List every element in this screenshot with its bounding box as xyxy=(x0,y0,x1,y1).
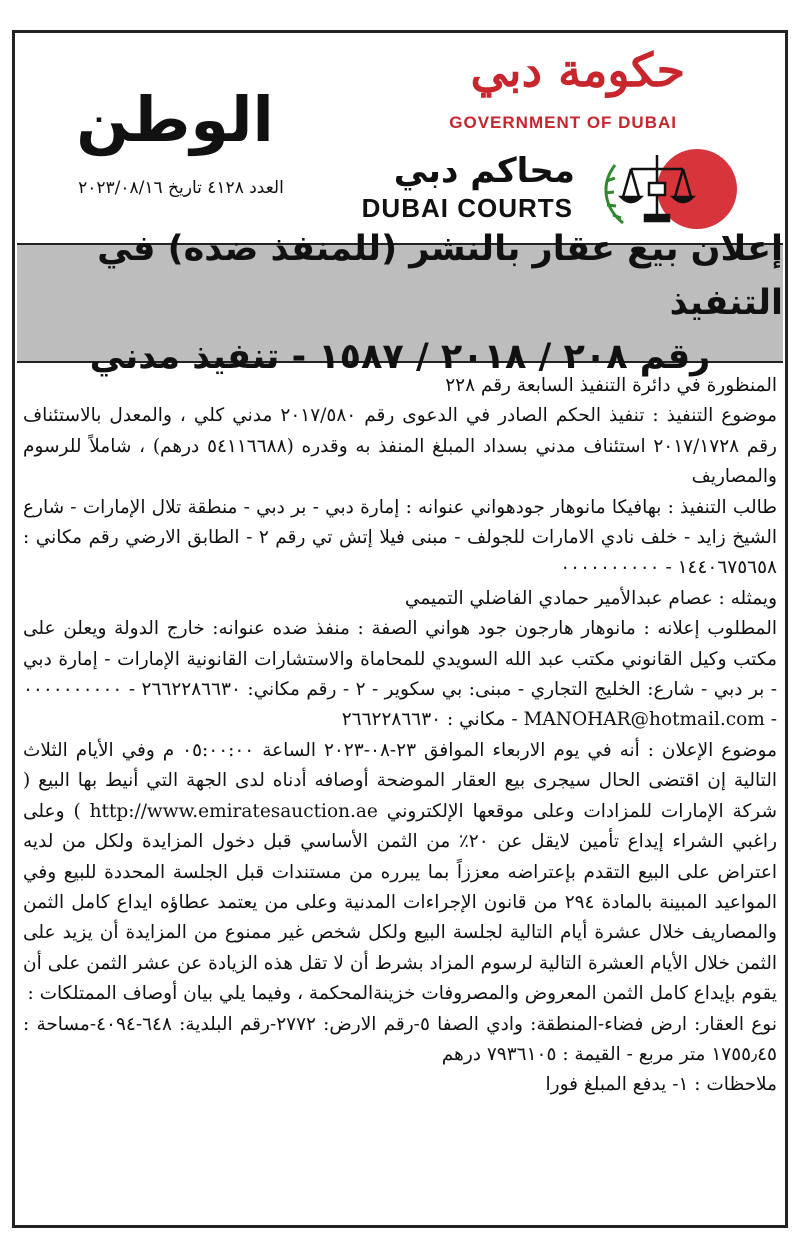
header xyxy=(15,33,785,243)
requester-representative: ويمثله : عصام عبدالأمير حمادي الفاضلي التميمي xyxy=(404,587,777,609)
notified-party: المطلوب إعلانه : مانوهار هارجون جود هواني الصفة : منفذ ضده عنوانه: خارج الدولة ويعلن على مكتب وكيل القانوني مكتب عبد الله السويدي للمحاماة والاستشارات القانونية الإمارات - إمارة دبي - بر دبي - شارع: الخليج التجاري - مبنى: بي سكوير - ٢ - رقم مكاني: ٢٦٦٢٢٨٦٦٣٠ - ٠٠٠٠٠٠٠٠٠٠ - MANOHAR@hotmail.com - مكاني : ٢٦٦٢٢٨٦٦٣٠ xyxy=(23,618,777,731)
notice-title-box xyxy=(17,229,783,377)
execution-requester: طالب التنفيذ : بهافيكا مانوهار جودهواني عنوانه : إمارة دبي - بر دبي - منطقة تلال الإمارات - شارع الشيخ زايد - خلف نادي الامارات للجولف - مبنى فيلا إتش تي رقم ٢ - الطابق الارضي رقم مكاني : ١٤٤٠٦٧٥٦٥٨ - ٠٠٠٠٠٠٠٠٠٠ xyxy=(23,496,778,579)
dubai-courts-scales-icon xyxy=(593,145,745,229)
notice-title-line-1: إعلان بيع عقار بالنشر (للمنفذ ضده) في التنفيذ xyxy=(97,229,783,323)
government-of-dubai-logo-english: GOVERNMENT OF DUBAI xyxy=(449,113,677,132)
notice-page xyxy=(12,30,788,1228)
execution-subject: موضوع التنفيذ : تنفيذ الحكم الصادر في الدعوى رقم ٢٠١٧/٥٨٠ مدني كلي ، والمعدل بالاستئناف رقم ٢٠١٧/١٧٢٨ استئناف مدني بسداد المبلغ المنفذ به وقدره (٥٤١١٦٦٨٨ درهم) ، شاملاً للرسوم والمصاريف xyxy=(23,405,777,488)
newspaper-name: الوطن xyxy=(76,83,274,156)
dubai-courts-name-english: DUBAI COURTS xyxy=(361,193,573,223)
notice-title-line-2: رقم ٢٠٨ / ٢٠١٨ / ١٥٨٧ - تنفيذ مدني xyxy=(89,337,711,377)
dubai-courts-name-arabic: محاكم دبي xyxy=(393,151,575,191)
notice-subject: موضوع الإعلان : أنه في يوم الاربعاء الموافق ٢٣-٠٨-٢٠٢٣ الساعة ٠٥:٠٠:٠٠ م وفي الأيام الثلاث التالية إن اقتضى الحال سيجرى بيع العقار الموضحة أوصافه أدناه لدى الجهة التي أنيط بها البيع ( شركة الإمارات للمزادات وعلى موقعها الإلكتروني http://www.emiratesauction.ae ) وعلى راغبي الشراء إيداع تأمين لايقل عن ٢٠٪ من الثمن الأساسي قبل دخول المزايدة ولكل من لديه اعتراض على البيع التقدم بإعتراضه معززاً بما يبرره من مستندات قبل الجلسة المحددة للبيع وفي المواعيد المبينة بالمادة ٢٩٤ من قانون الإجراءات المدنية وعلى من يعتمد عطاؤه ايداع كامل الثمن والمصاريف خلال عشرة أيام التالية لجلسة البيع ولكل شخص غير ممنوع من المزايدة أن يزيد على الثمن خلال الأيام العشرة التالية لرسوم المزاد بشرط أن لا تقل هذه الزيادة عن عشر الثمن على أن يقوم بإيداع كامل الثمن المعروض والمصروفات خزينةالمحكمة ، وفيما يلي بيان أوصاف الممتلكات : xyxy=(23,739,777,1005)
notice-body xyxy=(23,371,777,1101)
property-details: نوع العقار: ارض فضاء-المنطقة: وادي الصفا ٥-رقم الارض: ٢٧٧٢-رقم البلدية: ٦٤٨-٤٠٩٤-مساحة : ١٧٥٥٫٤٥ متر مربع - القيمة : ٧٩٣٦١٠٥ درهم xyxy=(23,1013,777,1065)
execution-circuit: المنظورة في دائرة التنفيذ السابعة رقم ٢٢٨ xyxy=(445,375,777,396)
issue-date-line: العدد ٤١٢٨ تاريخ ٢٠٢٣/٠٨/١٦ xyxy=(78,178,284,198)
government-of-dubai-logo-arabic: حكومة دبي xyxy=(470,43,685,97)
notes: ملاحظات : ١- يدفع المبلغ فورا xyxy=(545,1074,777,1096)
